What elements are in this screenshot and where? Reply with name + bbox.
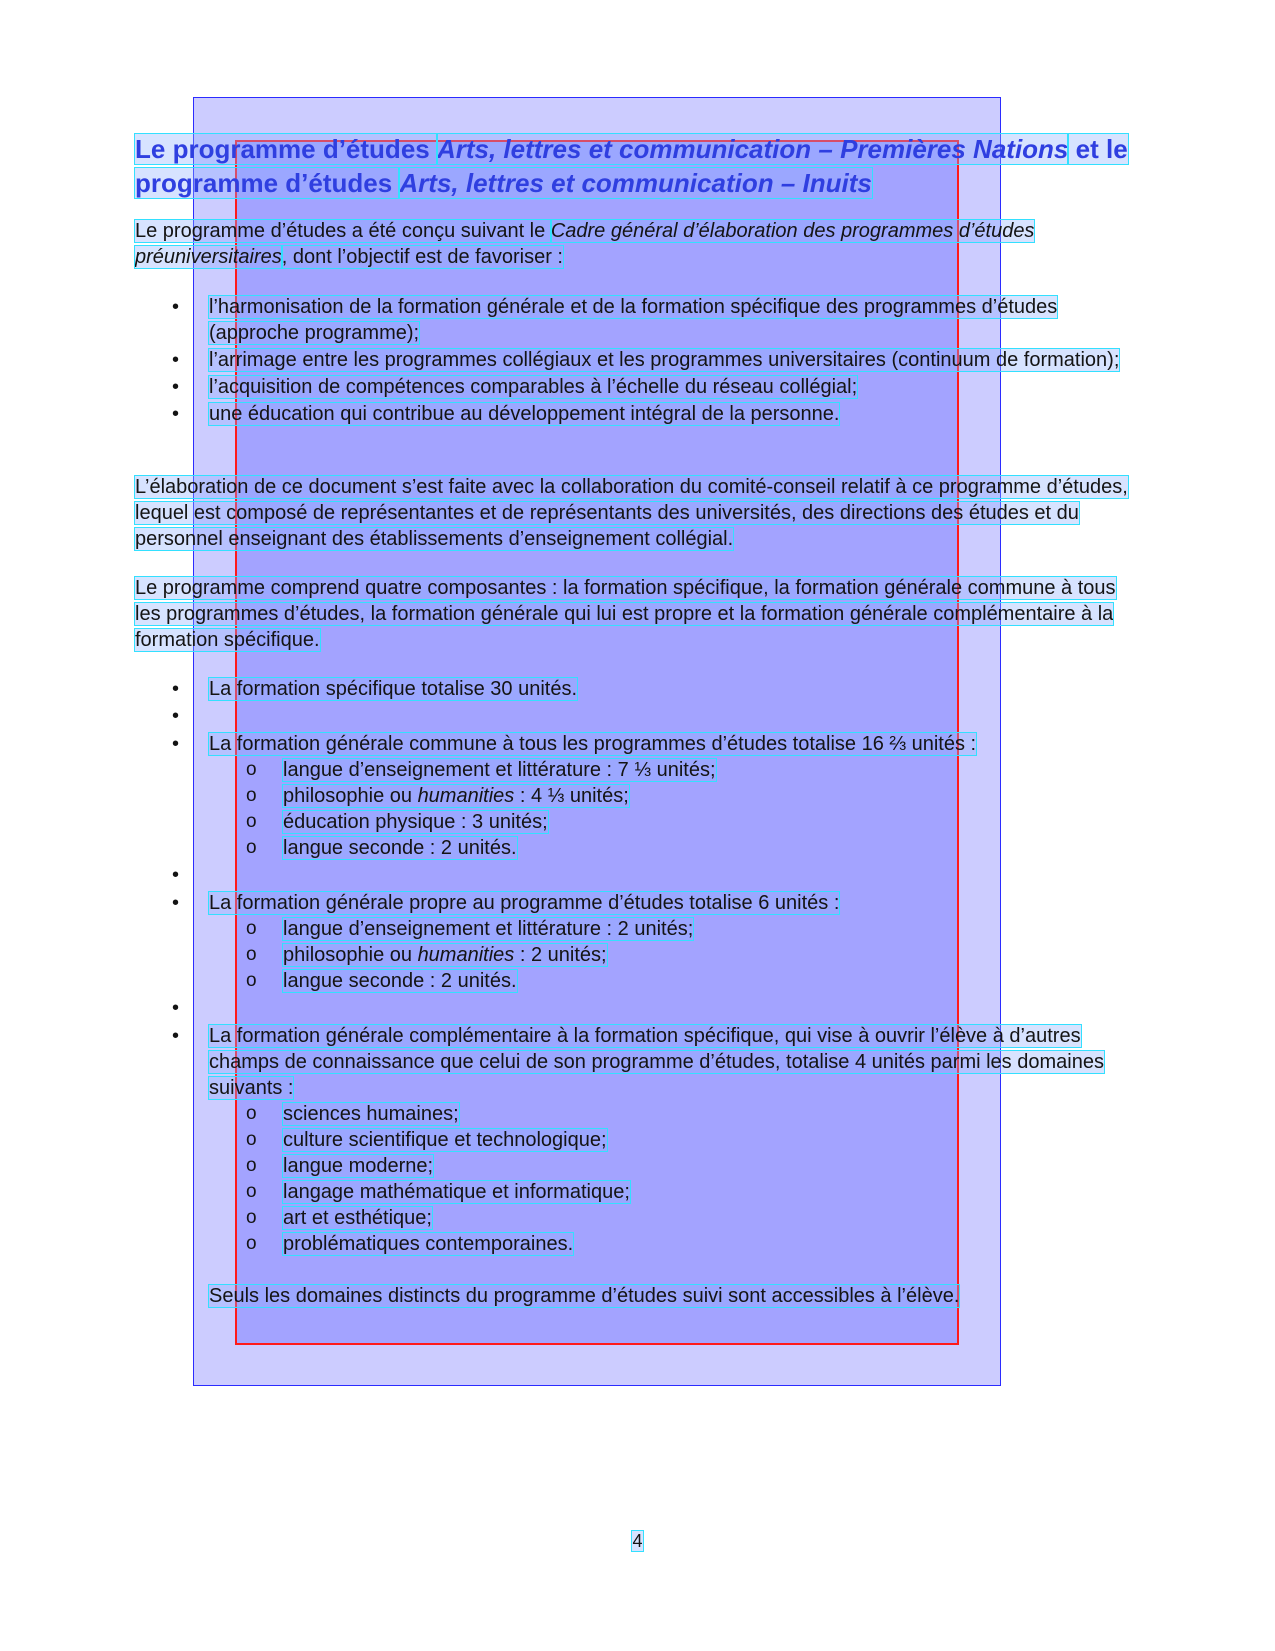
sub-list-item: [208, 1153, 1145, 1179]
list-item: [135, 1023, 1145, 1309]
sub-list-item: [208, 968, 1145, 994]
sub-item-italic: humanities: [417, 785, 515, 807]
intro-text-after: , dont l’objectif est de favoriser :: [281, 246, 563, 268]
list-item: [135, 890, 1145, 994]
page-number-text: 4: [632, 1531, 643, 1551]
common-training-sublist: [209, 757, 1145, 861]
sub-list-item: [208, 1231, 1145, 1257]
own-training-label: La formation générale propre au programme d’études totalise 6 unités :: [209, 892, 840, 914]
sub-item-text: langue moderne;: [283, 1155, 434, 1177]
sub-item-text: [283, 944, 607, 966]
spacer: [135, 995, 1145, 1022]
list-item: [135, 731, 1145, 861]
components-paragraph: [135, 575, 1145, 653]
sub-list-item: [208, 1205, 1145, 1231]
objectives-list: [135, 294, 1145, 428]
objective-text: l’acquisition de compétences comparables à l’échelle du réseau collégial;: [209, 376, 858, 398]
intro-text-before: Le programme d’études a été conçu suivant le: [135, 220, 551, 242]
objective-text: une éducation qui contribue au développement intégral de la personne.: [209, 403, 840, 425]
sub-list-item: [208, 916, 1145, 942]
title-part-1: Le programme d’études: [135, 134, 437, 164]
list-item: [135, 374, 1145, 400]
page-number: [0, 1530, 1275, 1552]
sub-item-text: [283, 785, 629, 807]
list-item: [135, 676, 1145, 702]
sub-item-text-before: philosophie ou: [283, 944, 418, 966]
sub-item-text: éducation physique : 3 unités;: [283, 811, 548, 833]
list-item: [135, 401, 1145, 427]
sub-list-item: [208, 942, 1145, 968]
sub-item-text: culture scientifique et technologique;: [283, 1129, 607, 1151]
sub-item-text: langage mathématique et informatique;: [283, 1181, 630, 1203]
sub-item-text: problématiques contemporaines.: [283, 1233, 574, 1255]
own-training-sublist: [209, 916, 1145, 994]
collaboration-text: L’élaboration de ce document s’est faite avec la collaboration du comité-conseil relatif à ce programme d’études, lequel est composé de représentantes et de représentants des universités, des directions des études et du personnel enseignant des établissements d’enseignement collégial.: [135, 476, 1128, 550]
sub-item-text-after: : 2 unités;: [514, 944, 607, 966]
spacer: [135, 703, 1145, 730]
title-part-3: et le programme d’études: [135, 134, 1128, 198]
sub-list-item: [208, 835, 1145, 861]
page-title: [135, 132, 1145, 200]
title-part-4: Arts, lettres et communication – Inuits: [399, 168, 872, 198]
collaboration-paragraph: [135, 474, 1145, 552]
title-part-2: Arts, lettres et communication – Premières Nations: [436, 134, 1069, 164]
sub-list-item: [208, 1101, 1145, 1127]
spacer: [209, 1257, 1145, 1283]
intro-paragraph: [135, 218, 1145, 270]
sub-item-italic: humanities: [417, 944, 515, 966]
sub-item-text: art et esthétique;: [283, 1207, 432, 1229]
specific-training-text: La formation spécifique totalise 30 unités.: [209, 678, 577, 700]
components-list: [135, 676, 1145, 1310]
sub-item-text: sciences humaines;: [283, 1103, 459, 1125]
common-training-label: La formation générale commune à tous les programmes d’études totalise 16 ⅔ unités :: [209, 733, 977, 755]
spacer: [135, 862, 1145, 889]
complementary-training-sublist: [209, 1101, 1145, 1257]
sub-item-text: langue seconde : 2 unités.: [283, 837, 517, 859]
components-text: Le programme comprend quatre composantes : la formation spécifique, la formation générale commune à tous les programmes d’études, la formation générale qui lui est propre et la formation générale complémentaire à la formation spécifique.: [135, 577, 1116, 651]
complementary-note: Seuls les domaines distincts du programme d’études suivi sont accessibles à l’élève.: [209, 1285, 960, 1307]
sub-item-text: langue d’enseignement et littérature : 2 unités;: [283, 918, 694, 940]
objective-text: l’arrimage entre les programmes collégiaux et les programmes universitaires (continuum de formation);: [209, 349, 1120, 371]
complementary-training-label: La formation générale complémentaire à la formation spécifique, qui vise à ouvrir l’élève à d’autres champs de connaissance que celui de son programme d’études, totalise 4 unités parmi les domaines suivants :: [209, 1025, 1104, 1099]
objective-text: l’harmonisation de la formation générale et de la formation spécifique des programmes d’études (approche programme);: [209, 296, 1058, 344]
sub-list-item: [208, 783, 1145, 809]
sub-item-text-before: philosophie ou: [283, 785, 418, 807]
list-item: [135, 347, 1145, 373]
sub-item-text-after: : 4 ⅓ unités;: [514, 785, 629, 807]
sub-item-text: langue d’enseignement et littérature : 7 ⅓ unités;: [283, 759, 716, 781]
list-item: [135, 294, 1145, 346]
sub-item-text: langue seconde : 2 unités.: [283, 970, 517, 992]
sub-list-item: [208, 809, 1145, 835]
sub-list-item: [208, 1127, 1145, 1153]
sub-list-item: [208, 1179, 1145, 1205]
sub-list-item: [208, 757, 1145, 783]
intro-framework-title: Cadre général d’élaboration des programmes d’études préuniversitaires: [135, 220, 1035, 268]
